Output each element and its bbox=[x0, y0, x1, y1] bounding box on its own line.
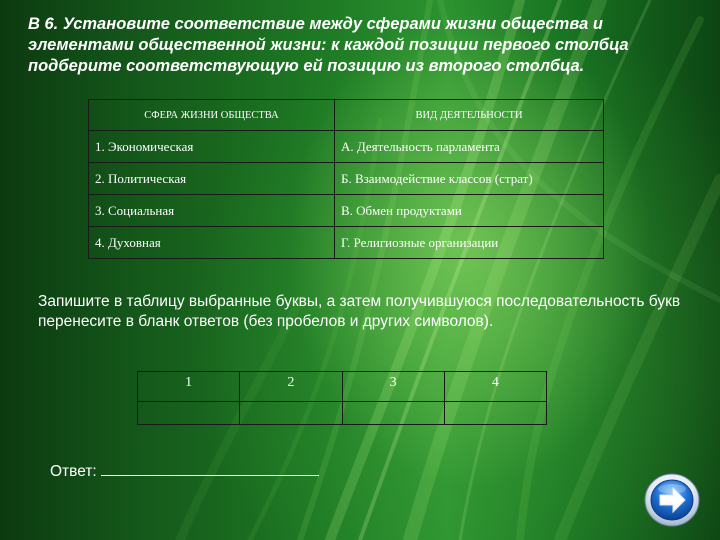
answer-number-cell: 3 bbox=[342, 372, 444, 402]
activity-cell: А. Деятельность парламента bbox=[335, 131, 604, 163]
header-activity: ВИД ДЕЯТЕЛЬНОСТИ bbox=[335, 100, 604, 131]
answer-table bbox=[137, 371, 547, 425]
arrow-right-icon bbox=[643, 470, 701, 528]
header-sphere: СФЕРА ЖИЗНИ ОБЩЕСТВА bbox=[89, 100, 335, 131]
table-row bbox=[89, 195, 604, 227]
answer-number-row bbox=[138, 372, 547, 402]
answer-letter-cell[interactable] bbox=[342, 402, 444, 425]
table-header-row bbox=[89, 100, 604, 131]
task-title: В 6. Установите соответствие между сферами жизни общества и элементами общественной жизни: к каждой позиции первого столбца подберите соответствующую ей позицию из второго столбца. bbox=[28, 15, 629, 75]
answer-line bbox=[50, 461, 319, 481]
answer-letter-cell[interactable] bbox=[138, 402, 240, 425]
answer-label: Ответ: bbox=[50, 463, 97, 480]
activity-cell: Б. Взаимодействие классов (страт) bbox=[335, 163, 604, 195]
table-row bbox=[89, 227, 604, 259]
answer-letter-cell[interactable] bbox=[240, 402, 342, 425]
answer-letter-cell[interactable] bbox=[444, 402, 546, 425]
next-button[interactable] bbox=[643, 470, 701, 528]
sphere-cell: 4. Духовная bbox=[89, 227, 335, 259]
answer-blank[interactable] bbox=[101, 461, 319, 476]
table-row bbox=[89, 131, 604, 163]
answer-letter-row bbox=[138, 402, 547, 425]
answer-number-cell: 1 bbox=[138, 372, 240, 402]
sphere-cell: 3. Социальная bbox=[89, 195, 335, 227]
answer-number-cell: 2 bbox=[240, 372, 342, 402]
activity-cell: В. Обмен продуктами bbox=[335, 195, 604, 227]
table-row bbox=[89, 163, 604, 195]
activity-cell: Г. Религиозные организации bbox=[335, 227, 604, 259]
sphere-cell: 2. Политическая bbox=[89, 163, 335, 195]
answer-number-cell: 4 bbox=[444, 372, 546, 402]
instruction-text: Запишите в таблицу выбранные буквы, а затем получившуюся последовательность букв перенесите в бланк ответов (без пробелов и других символов). bbox=[38, 293, 681, 330]
matching-table bbox=[88, 99, 604, 259]
sphere-cell: 1. Экономическая bbox=[89, 131, 335, 163]
